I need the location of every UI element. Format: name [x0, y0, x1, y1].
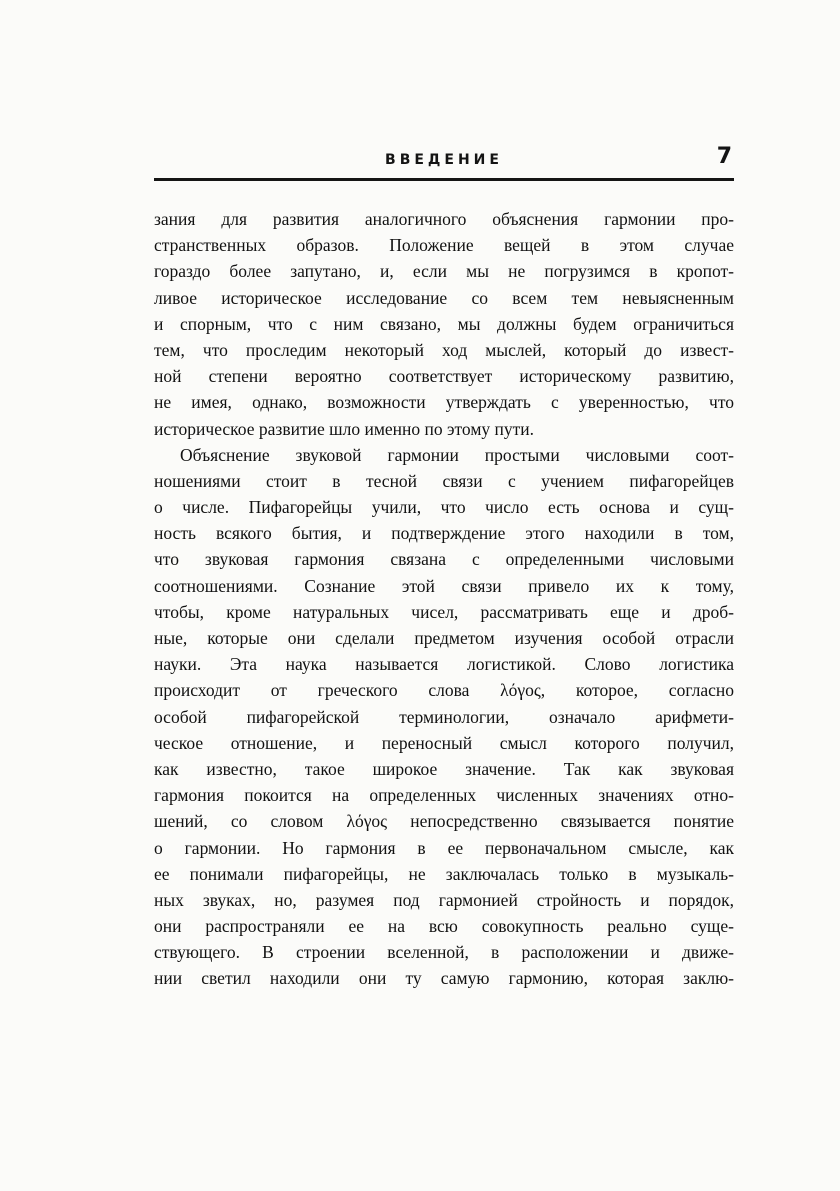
- page-header: [154, 144, 734, 180]
- text-line: ливое историческое исследование со всем тем невыясненным: [154, 287, 734, 308]
- text-line: они распространяли ее на всю совокупность реально суще-: [154, 916, 734, 937]
- text-line: ношениями стоит в тесной связи с учением пифагорейцев: [154, 470, 734, 491]
- text-line: гораздо более запутано, и, если мы не погрузимся в кропот-: [154, 261, 734, 282]
- text-line: чтобы, кроме натуральных чисел, рассматривать еще и дроб-: [154, 601, 734, 622]
- text-line: ные, которые они сделали предметом изучения особой отрасли: [154, 628, 734, 648]
- body-text: [154, 206, 734, 992]
- text-line: ных звуках, но, разумея под гармонией стройность и порядок,: [154, 889, 734, 910]
- text-line: не имея, однако, возможности утверждать с уверенностью, что: [154, 392, 734, 413]
- text-line: и спорным, что с ним связано, мы должны будем ограничиться: [154, 313, 734, 334]
- paragraph-2: [154, 442, 734, 992]
- text-line: нии светил находили они ту самую гармонию, которая заклю-: [154, 968, 734, 989]
- text-line: ее понимали пифагорейцы, не заключалась только в музыкаль-: [154, 863, 734, 884]
- text-line: о числе. Пифагорейцы учили, что число есть основа и сущ-: [154, 497, 734, 518]
- text-line: тем, что проследим некоторый ход мыслей, который до извест-: [154, 339, 734, 360]
- text-line: странственных образов. Положение вещей в этом случае: [154, 235, 734, 256]
- page-number: 7: [716, 144, 732, 169]
- text-line: гармония покоится на определенных численных значениях отно-: [154, 785, 734, 806]
- running-title: ВВЕДЕНИЕ: [385, 152, 503, 168]
- text-line: соотношениями. Сознание этой связи привело их к тому,: [154, 575, 734, 596]
- text-line: шений, со словом λόγος непосредственно связывается понятие: [154, 811, 734, 832]
- text-line: что звуковая гармония связана с определенными числовыми: [154, 549, 734, 570]
- text-line: историческое развитие шло именно по этому пути.: [154, 418, 535, 439]
- text-line: происходит от греческого слова λόγος, которое, согласно: [154, 680, 734, 701]
- text-line: ной степени вероятно соответствует историческому развитию,: [154, 366, 734, 387]
- text-line: о гармонии. Но гармония в ее первоначальном смысле, как: [154, 837, 734, 858]
- text-line: ческое отношение, и переносный смысл которого получил,: [154, 732, 734, 753]
- text-line: особой пифагорейской терминологии, означало арифмети-: [154, 706, 734, 727]
- text-line: зания для развития аналогичного объяснения гармонии про-: [154, 209, 734, 229]
- text-line: ность всякого бытия, и подтверждение этого находили в том,: [154, 523, 734, 544]
- text-line: как известно, такое широкое значение. Так как звуковая: [154, 758, 734, 779]
- paragraph-1: [154, 206, 734, 442]
- text-line: Объяснение звуковой гармонии простыми числовыми соот-: [180, 444, 734, 465]
- text-line: ствующего. В строении вселенной, в расположении и движе-: [154, 942, 734, 963]
- text-line: науки. Эта наука называется логистикой. Слово логистика: [154, 654, 734, 675]
- header-rule: [154, 178, 734, 181]
